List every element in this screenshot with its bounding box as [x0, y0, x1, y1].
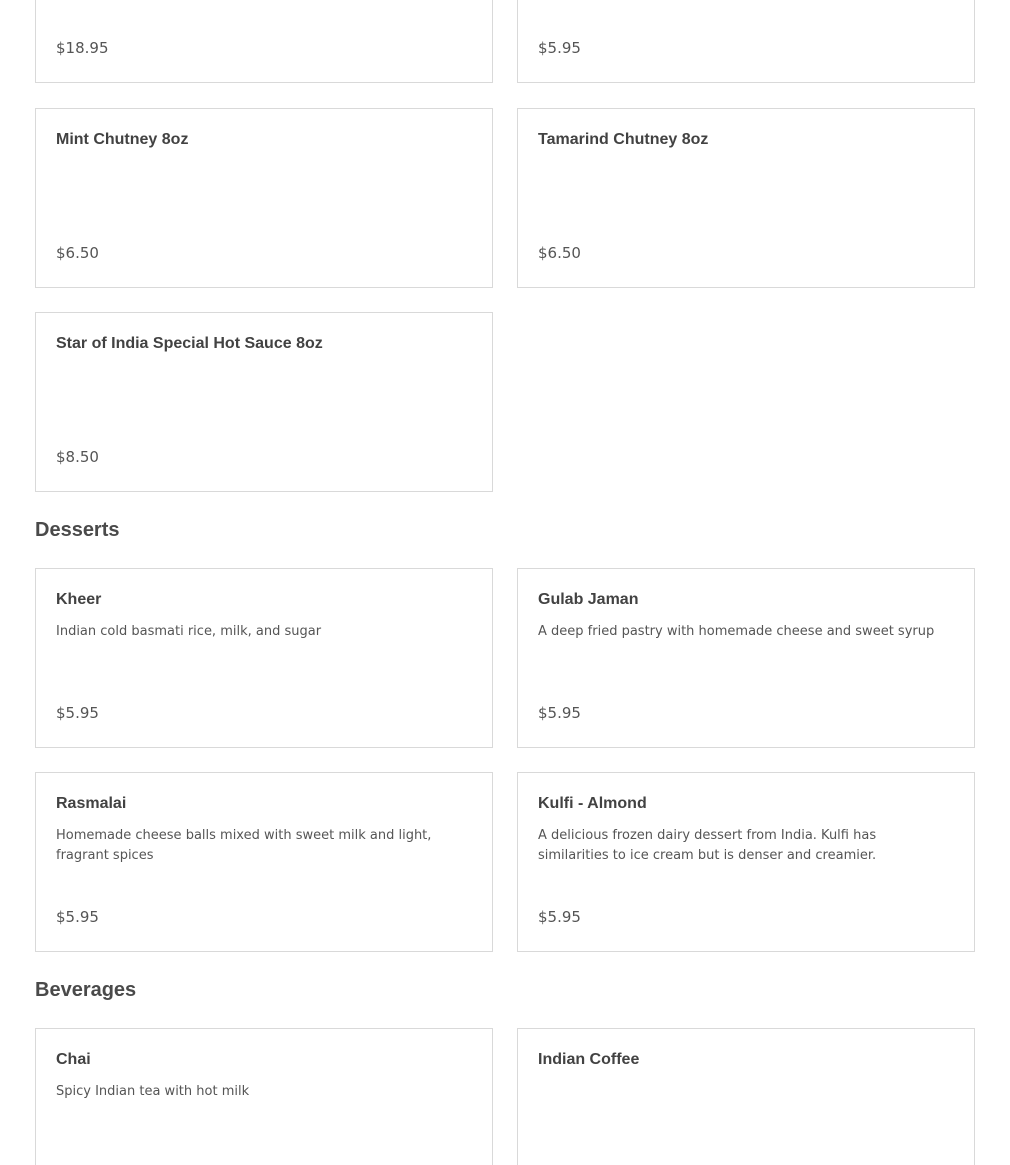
menu-item-card[interactable]	[517, 568, 975, 748]
menu-item-name: Chai	[56, 1051, 91, 1068]
menu-item-price: $5.95	[538, 704, 581, 722]
menu-item-card[interactable]	[35, 312, 493, 492]
menu-item-name: Star of India Special Hot Sauce 8oz	[56, 335, 323, 352]
menu-item-price: $5.95	[56, 704, 99, 722]
menu-item-card[interactable]	[517, 772, 975, 952]
menu-item-card[interactable]	[35, 0, 493, 83]
menu-item-card[interactable]	[35, 108, 493, 288]
menu-item-name: Tamarind Chutney 8oz	[538, 131, 709, 148]
menu-item-description: A delicious frozen dairy dessert from India. Kulfi has similarities to ice cream but is denser and creamier.	[538, 828, 877, 863]
menu-item-price: $6.50	[56, 244, 99, 262]
menu-item-card[interactable]	[517, 1028, 975, 1165]
menu-item-name: Rasmalai	[56, 795, 127, 812]
menu-item-description: Indian cold basmati rice, milk, and sugar	[56, 624, 322, 639]
menu-item-description: Homemade cheese balls mixed with sweet milk and light, fragrant spices	[56, 828, 432, 863]
menu-item-card[interactable]	[35, 772, 493, 952]
menu-item-price: $6.50	[538, 244, 581, 262]
menu-item-price: $5.95	[538, 908, 581, 926]
menu-item-card[interactable]	[517, 0, 975, 83]
menu-item-name: Indian Coffee	[538, 1051, 640, 1068]
menu-item-price: $8.50	[56, 448, 99, 466]
menu-item-price: $5.95	[538, 39, 581, 57]
menu-item-card[interactable]	[35, 568, 493, 748]
section-title-beverages: Beverages	[35, 979, 137, 1001]
menu-item-price: $18.95	[56, 39, 109, 57]
menu-item-name: Kulfi - Almond	[538, 795, 647, 812]
menu-item-description: Spicy Indian tea with hot milk	[56, 1084, 250, 1099]
menu-item-name: Kheer	[56, 591, 102, 608]
menu-item-price: $5.95	[56, 908, 99, 926]
menu-item-card[interactable]	[35, 1028, 493, 1165]
menu-item-name: Mint Chutney 8oz	[56, 131, 189, 148]
menu-item-card[interactable]	[517, 108, 975, 288]
menu-item-name: Gulab Jaman	[538, 591, 639, 608]
section-title-desserts: Desserts	[35, 519, 120, 541]
menu-item-description: A deep fried pastry with homemade cheese and sweet syrup	[538, 624, 935, 639]
